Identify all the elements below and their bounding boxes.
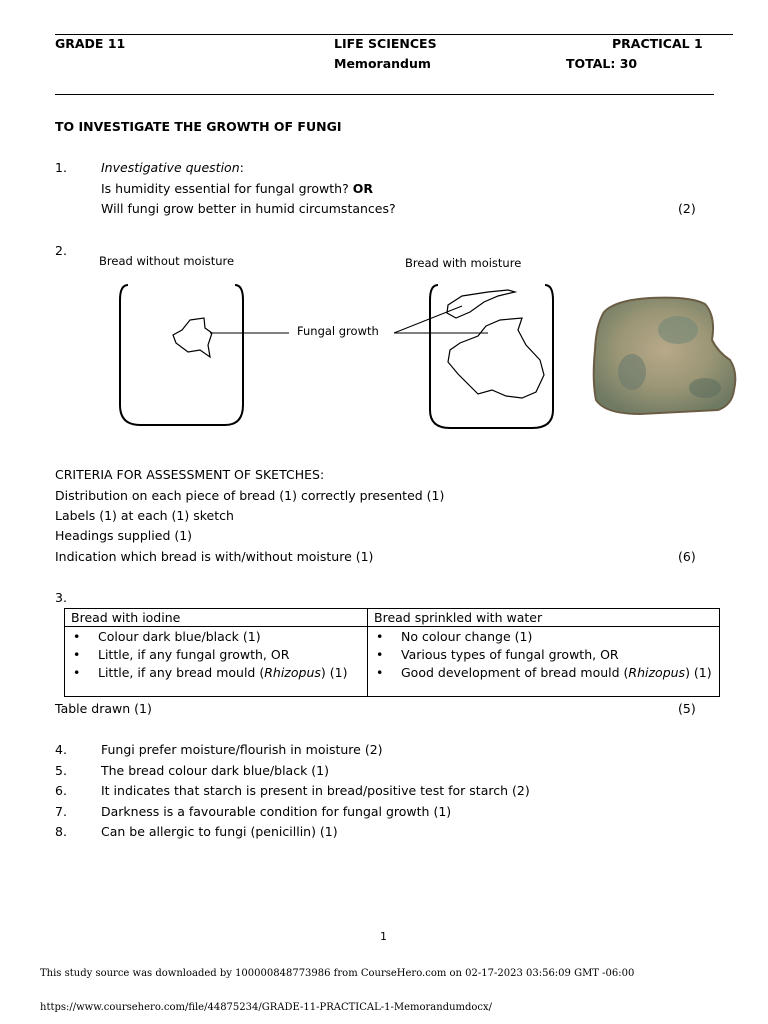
criteria-line: Labels (1) at each (1) sketch: [55, 508, 234, 523]
list-item: • Colour dark blue/black (1): [71, 628, 361, 646]
source-url[interactable]: https://www.coursehero.com/file/44875234/GRADE-11-PRACTICAL-1-Memorandumdocx/: [40, 1002, 493, 1013]
answer-text: The bread colour dark blue/black (1): [101, 763, 329, 778]
mouldy-bread-image: [594, 298, 736, 414]
criteria-line: Distribution on each piece of bread (1) correctly presented (1): [55, 488, 445, 503]
criteria-marks: (6): [678, 549, 696, 564]
large-fungal-patch-upper: [447, 290, 515, 318]
criteria-line: Headings supplied (1): [55, 528, 193, 543]
page-title: TO INVESTIGATE THE GROWTH OF FUNGI: [55, 119, 342, 134]
mould-spot: [658, 316, 698, 344]
small-fungal-patch: [173, 318, 212, 357]
list-item: • Various types of fungal growth, OR: [374, 646, 713, 664]
q1-line1-text: Is humidity essential for fungal growth?: [101, 181, 349, 196]
table-header-iodine: Bread with iodine: [65, 609, 368, 627]
answer-number: 7.: [55, 804, 67, 819]
q2-number: 2.: [55, 243, 67, 258]
answer-text: Can be allergic to fungi (penicillin) (1): [101, 824, 338, 839]
criteria-line: Indication which bread is with/without moisture (1): [55, 549, 374, 564]
mould-spot: [689, 378, 721, 398]
sketch-heading-with-moisture: Bread with moisture: [405, 256, 522, 270]
download-notice: This study source was downloaded by 100000848773986 from CourseHero.com on 02-17-2023 03:56:09 GMT -06:00: [40, 968, 635, 979]
q1-label: Investigative question: [101, 160, 240, 175]
header-grade: GRADE 11: [55, 36, 126, 51]
table-cell-iodine: [65, 627, 368, 697]
q3-marks: (5): [678, 701, 696, 716]
answer-text: It indicates that starch is present in bread/positive test for starch (2): [101, 783, 530, 798]
large-fungal-patch-lower: [448, 318, 544, 398]
list-item: • Little, if any fungal growth, OR: [71, 646, 361, 664]
answer-text: Fungi prefer moisture/flourish in moisture (2): [101, 742, 383, 757]
answer-number: 5.: [55, 763, 67, 778]
table-header-water: Bread sprinkled with water: [368, 609, 720, 627]
sketch-heading-without-moisture: Bread without moisture: [99, 254, 235, 268]
criteria-heading: CRITERIA FOR ASSESSMENT OF SKETCHES:: [55, 467, 325, 482]
q1-number: 1.: [55, 160, 67, 175]
table-drawn-note: Table drawn (1): [55, 701, 152, 716]
q1-colon: :: [239, 160, 244, 175]
comparison-table: [64, 608, 720, 697]
table-cell-water: [368, 627, 720, 697]
list-item: • Good development of bread mould (Rhizopus) (1): [374, 664, 713, 682]
q3-number: 3.: [55, 590, 67, 605]
q1-line2: Will fungi grow better in humid circumstances?: [101, 201, 396, 216]
q1-or: OR: [352, 181, 373, 196]
q1-marks: (2): [678, 201, 696, 216]
header-practical: PRACTICAL 1: [612, 36, 703, 51]
header-memorandum: Memorandum: [334, 56, 431, 71]
header-total: TOTAL: 30: [566, 56, 638, 71]
answer-number: 8.: [55, 824, 67, 839]
label-line-right-upper: [394, 306, 462, 333]
list-item: • Little, if any bread mould (Rhizopus) (1): [71, 664, 361, 682]
fungal-growth-label: Fungal growth: [297, 324, 379, 338]
answer-number: 6.: [55, 783, 67, 798]
mould-spot: [618, 354, 646, 390]
list-item: • No colour change (1): [374, 628, 713, 646]
answer-number: 4.: [55, 742, 67, 757]
bread-without-moisture-outline: [120, 285, 243, 425]
page-number: 1: [380, 930, 387, 943]
answer-text: Darkness is a favourable condition for fungal growth (1): [101, 804, 452, 819]
header-subject: LIFE SCIENCES: [334, 36, 437, 51]
